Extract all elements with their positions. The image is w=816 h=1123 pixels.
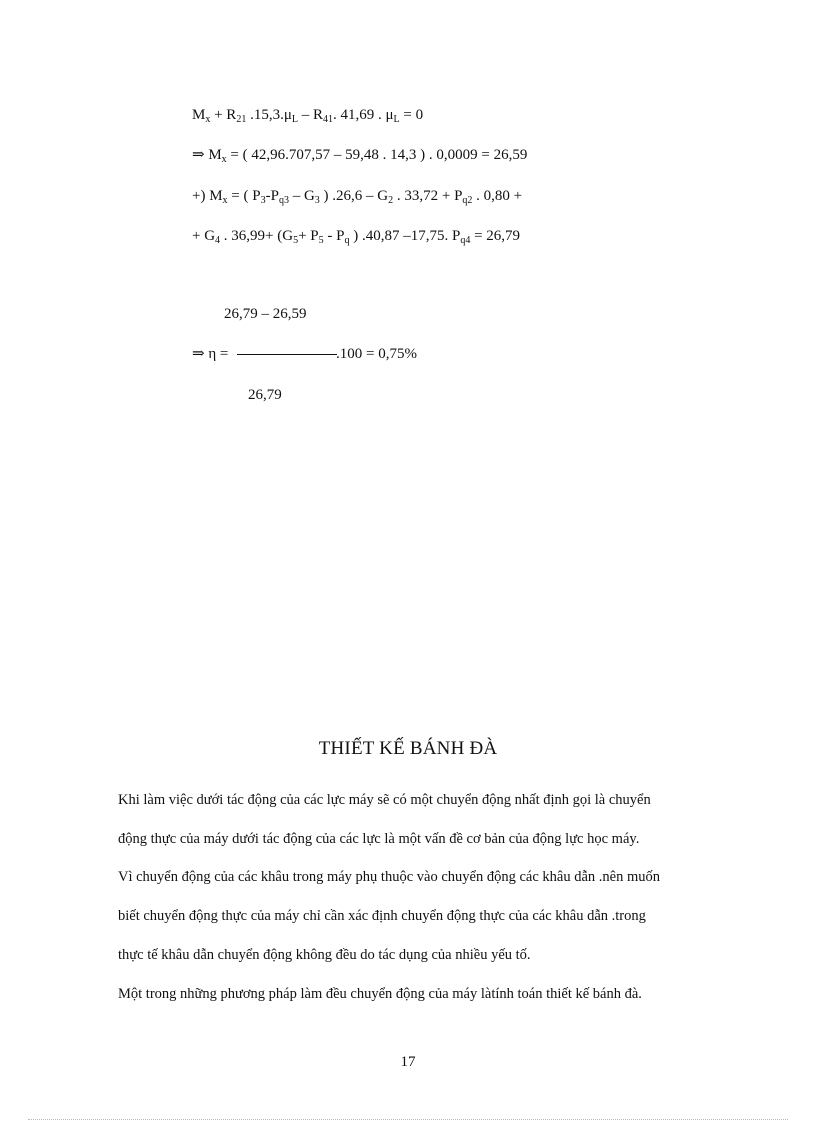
equation-moment-result: ⇒ $M_x$ = ( 42,96.707,57 – 59,48 . 14,3 ) . 0,0009 = 26,59 [192, 147, 528, 165]
efficiency-rhs: .100 = 0,75% [336, 346, 417, 362]
equation-power-sum-line2: + $G_4$ . $36,99+ (G_5+ P_5 - P_q$ ) .40,87 –17,75. $P_{q4} = 26,79$ [192, 228, 521, 246]
page-number: 17 [400, 1054, 416, 1070]
paragraph-line: động thực của máy dưới tác động của các lực là một vấn đề cơ bản của động lực học máy. [118, 831, 640, 847]
paragraph-line: Vì chuyển động của các khâu trong máy phụ thuộc vào chuyển động các khâu dẫn .nên muốn [118, 869, 660, 885]
page-bottom-border [28, 1119, 788, 1120]
fraction-denominator: 26,79 [248, 387, 282, 403]
equation-power-sum-line1: +) $M_x$ = ( $P_3-P_{q3} - G_3$ ) $.26,6 - G_2$ . $33,72 + P_{q2}$ . 0,80 + [192, 188, 523, 206]
fraction-numerator: 26,79 – 26,59 [224, 306, 307, 322]
section-title: THIẾT KẾ BÁNH ĐÀ [318, 738, 498, 759]
fraction-bar [237, 354, 337, 355]
paragraph-line: thực tế khâu dẫn chuyển động không đều do tác dụng của nhiều yếu tố. [118, 947, 531, 963]
paragraph-line: Khi làm việc dưới tác động của các lực máy sẽ có một chuyển động nhất định gọi là chuyển [118, 792, 651, 808]
equation-moment-balance: $M_x + R_{21}$ $.15,3.\mu_L - R_{41}$. 41,69 . $\mu_L = 0$ [192, 107, 424, 125]
paragraph-line: Một trong những phương pháp làm đều chuyển động của máy làtính toán thiết kế bánh đà. [118, 986, 642, 1002]
paragraph-line: biết chuyển động thực của máy chỉ cần xác định chuyển động thực của các khâu dẫn .trong [118, 908, 646, 924]
efficiency-lhs: ⇒ η = [192, 346, 229, 362]
